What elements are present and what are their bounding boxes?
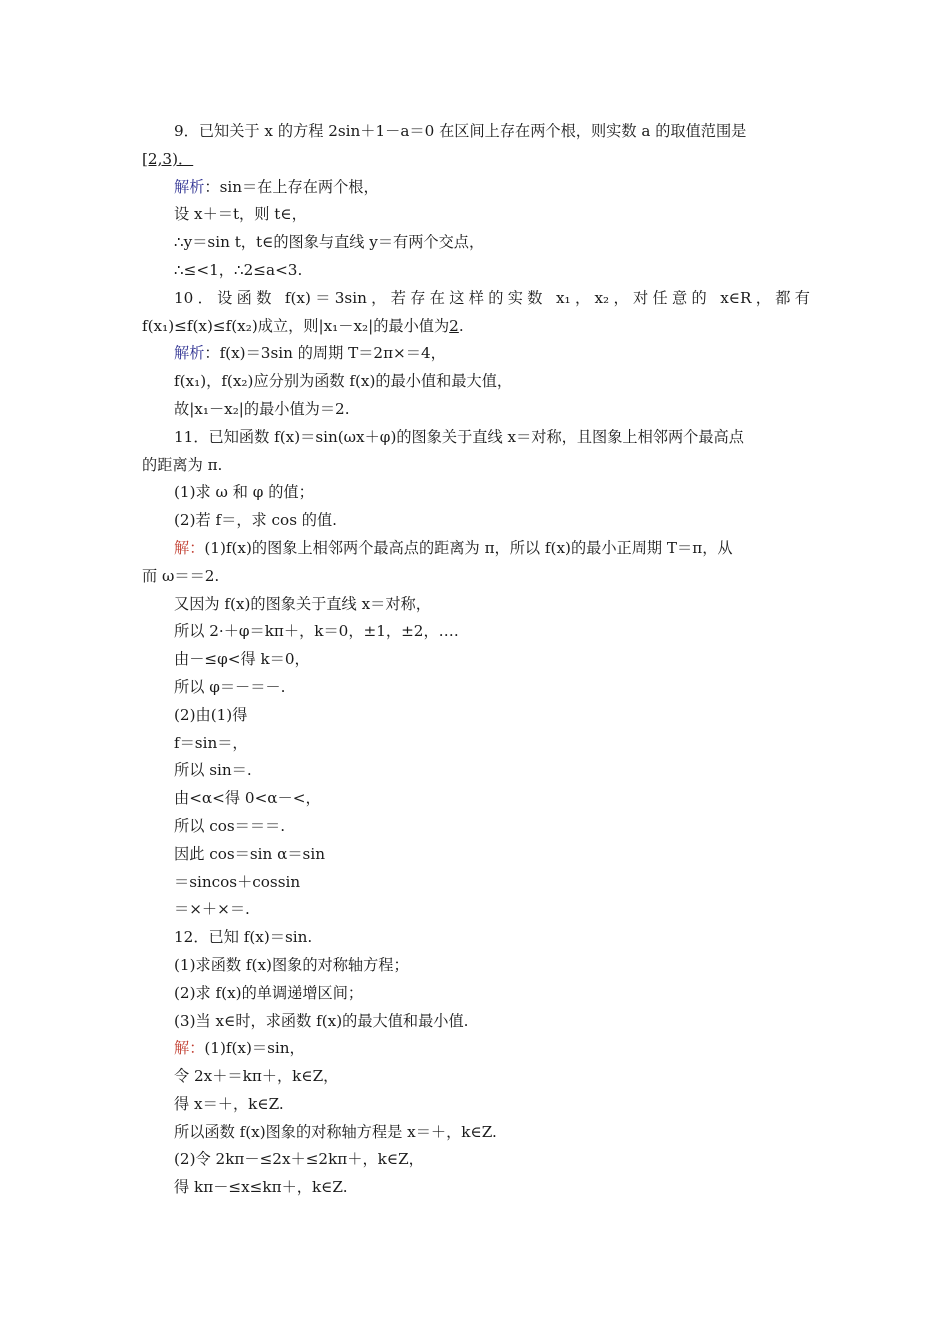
text-line (142, 118, 810, 146)
text-span: 得 kπ－≤x≤kπ＋，k∈Z. (174, 1178, 348, 1197)
text-span: 所以 cos＝＝＝. (174, 816, 286, 835)
text-line (142, 1146, 810, 1174)
text-span: ∴y＝sin t，t∈的图象与直线 y＝有两个交点， (174, 233, 485, 252)
text-line (142, 257, 810, 285)
text-span: 又因为 f(x)的图象关于直线 x＝对称， (174, 594, 431, 613)
text-span: ：f(x)＝3sin 的周期 T＝2π×＝4， (204, 344, 446, 363)
text-span: 所以 2·＋φ＝kπ＋，k＝0，±1，±2，…. (174, 622, 459, 641)
text-line (142, 535, 810, 563)
text-span: (1)f(x)＝sin， (204, 1039, 305, 1058)
text-line (142, 1008, 810, 1036)
text-line (142, 757, 810, 785)
text-line (142, 313, 810, 341)
text-line (142, 841, 810, 869)
text-span: 由<α<得 0<α－<， (174, 789, 321, 808)
text-line (142, 452, 810, 480)
text-line (142, 396, 810, 424)
document-body (142, 118, 810, 1202)
text-line (142, 285, 810, 313)
text-span: 所以 φ＝－＝－. (174, 677, 286, 696)
text-line (142, 201, 810, 229)
section-label: 解： (174, 1039, 205, 1058)
text-span: (2)由(1)得 (174, 705, 248, 724)
text-span: f(x₁)，f(x₂)应分别为函数 f(x)的最小值和最大值， (174, 372, 513, 391)
text-span: 而 ω＝＝2. (142, 566, 220, 585)
text-span: (1)求函数 f(x)图象的对称轴方程； (174, 955, 409, 974)
text-line (142, 146, 810, 174)
text-span: 9．已知关于 x 的方程 2sin＋1－a＝0 在区间上存在两个根，则实数 a 的取值范围是 (174, 122, 747, 140)
text-line (142, 952, 810, 980)
text-line (142, 1091, 810, 1119)
text-span: 设 x＋＝t，则 t∈， (174, 205, 307, 224)
text-line (142, 174, 810, 202)
text-line (142, 563, 810, 591)
text-line (142, 424, 810, 452)
text-line (142, 368, 810, 396)
text-span: 的距离为 π. (142, 455, 223, 474)
text-span: 由－≤φ<得 k＝0， (174, 650, 310, 669)
text-line (142, 1035, 810, 1063)
text-span: 所以函数 f(x)图象的对称轴方程是 x＝＋，k∈Z. (174, 1122, 497, 1141)
text-line (142, 674, 810, 702)
section-label: 解析 (174, 344, 205, 363)
text-span: ＝sincos＋cossin (174, 872, 301, 891)
text-line (142, 1119, 810, 1147)
text-line (142, 591, 810, 619)
text-line (142, 1174, 810, 1202)
text-span: ∴≤<1，∴2≤a<3. (174, 260, 303, 279)
text-line (142, 618, 810, 646)
text-line (142, 646, 810, 674)
text-span: 10．设函数 f(x)＝3sin，若存在这样的实数 x₁，x₂，对任意的 x∈R，都有 (174, 288, 810, 307)
text-line (142, 730, 810, 758)
text-span: . (458, 316, 464, 335)
text-span: (2)若 f＝，求 cos 的值. (174, 511, 338, 530)
text-line (142, 479, 810, 507)
text-line (142, 340, 810, 368)
text-span: (1)f(x)的图象上相邻两个最高点的距离为 π，所以 f(x)的最小正周期 T＝π，从 (204, 538, 733, 557)
text-span: (1)求 ω 和 φ 的值； (174, 483, 314, 502)
text-span: 故|x₁－x₂|的最小值为＝2. (174, 399, 350, 418)
text-span: 得 x＝＋，k∈Z. (174, 1094, 284, 1113)
text-line (142, 896, 810, 924)
text-span: 因此 cos＝sin α＝sin (174, 844, 325, 863)
text-line (142, 229, 810, 257)
section-label: 解： (174, 538, 205, 557)
text-line (142, 1063, 810, 1091)
text-line (142, 507, 810, 535)
text-span: f＝sin＝， (174, 733, 248, 752)
section-label: 解析 (174, 177, 205, 196)
text-line (142, 924, 810, 952)
text-line (142, 785, 810, 813)
text-span: [2,3)． (142, 149, 194, 168)
text-span: 12．已知 f(x)＝sin. (174, 928, 313, 947)
text-span: (3)当 x∈时，求函数 f(x)的最大值和最小值. (174, 1011, 469, 1030)
text-span: (2)求 f(x)的单调递增区间； (174, 983, 364, 1002)
text-span: ：sin＝在上存在两个根， (204, 177, 379, 196)
text-span: 所以 sin＝. (174, 761, 252, 780)
text-span: (2)令 2kπ－≤2x＋≤2kπ＋，k∈Z， (174, 1150, 424, 1169)
text-line (142, 980, 810, 1008)
text-span: 11．已知函数 f(x)＝sin(ωx＋φ)的图象关于直线 x＝对称，且图象上相邻两个最高点 (174, 427, 744, 446)
text-line (142, 813, 810, 841)
text-span: f(x₁)≤f(x)≤f(x₂)成立，则|x₁－x₂|的最小值为 (142, 316, 450, 335)
text-line (142, 869, 810, 897)
text-line (142, 702, 810, 730)
text-span: 令 2x＋＝kπ＋，k∈Z， (174, 1067, 339, 1086)
text-span: ＝×＋×＝. (174, 900, 250, 919)
text-span: 2 (449, 316, 459, 335)
